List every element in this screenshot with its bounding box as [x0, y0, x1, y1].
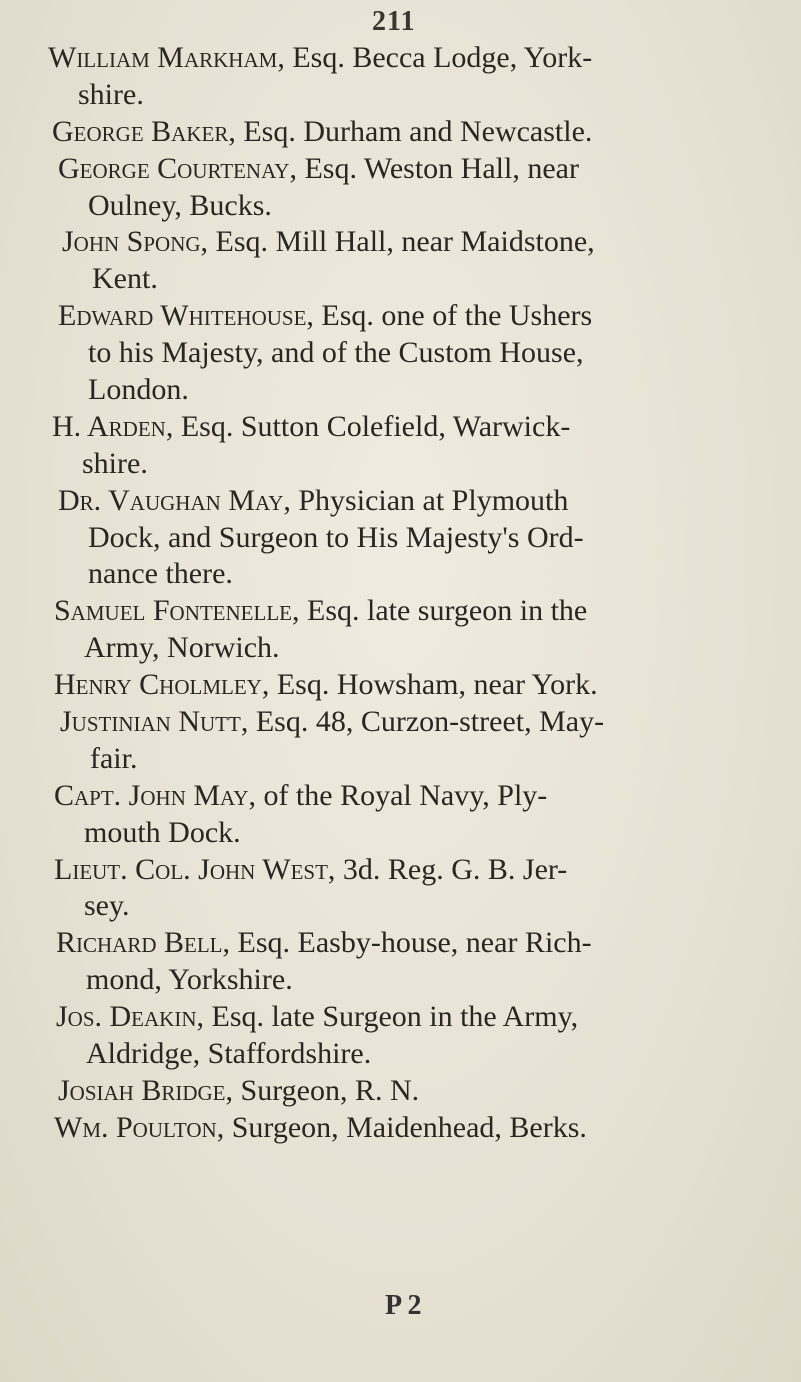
entry-first-line [54, 593, 801, 630]
entry-detail: , 3d. Reg. G. B. Jer- [327, 852, 568, 886]
entry-first-line [48, 40, 801, 77]
entry-detail: , Esq. late surgeon in the [292, 594, 588, 628]
entry-name: Samuel Fontenelle [54, 594, 292, 628]
entry-name: Josiah Bridge [58, 1073, 226, 1107]
entry-detail: , Surgeon, Maidenhead, Berks. [216, 1110, 587, 1144]
entry-detail: , Surgeon, R. N. [225, 1073, 420, 1107]
entry-first-line [54, 667, 801, 704]
entry-name: Dr. Vaughan May [58, 483, 284, 517]
list-entry [0, 224, 801, 298]
entry-name: Henry Cholmley [54, 668, 262, 702]
entry-first-line [60, 704, 801, 741]
entry-continuation: fair. [90, 741, 138, 775]
entry-continuation: Oulney, Bucks. [88, 188, 272, 222]
entry-first-line [54, 852, 801, 889]
list-entry [0, 1073, 801, 1110]
entry-first-line [58, 1073, 801, 1110]
entry-first-line [62, 224, 801, 261]
list-entry [0, 1110, 801, 1147]
entry-first-line [54, 1110, 801, 1147]
entry-continuation: nance there. [88, 557, 233, 591]
entry-name: Edward Whitehouse [58, 299, 307, 333]
list-entry [0, 409, 801, 483]
entry-detail: , Esq. one of the Ushers [306, 299, 593, 333]
entry-name: Jos. Deakin [56, 1000, 197, 1034]
entry-name: William Markham [48, 41, 278, 74]
entry-detail: , Esq. late Surgeon in the Army, [196, 1000, 579, 1034]
list-entry [0, 925, 801, 999]
list-entry [0, 114, 801, 151]
entry-continuation: London. [88, 373, 189, 407]
entry-continuation: Army, Norwich. [84, 631, 280, 665]
page-number: 211 [372, 6, 416, 37]
subscriber-list [0, 40, 801, 1147]
entry-first-line [54, 778, 801, 815]
entry-detail: , of the Royal Navy, Ply- [248, 778, 548, 812]
list-entry [0, 852, 801, 926]
entry-detail: , Esq. Mill Hall, near Maidstone, [200, 225, 595, 259]
list-entry [0, 999, 801, 1073]
entry-detail: , Esq. Weston Hall, near [289, 151, 579, 185]
entry-name: Richard Bell [56, 926, 223, 960]
list-entry [0, 704, 801, 778]
entry-name: Lieut. Col. John West [54, 852, 328, 886]
entry-continuation: shire. [82, 446, 148, 480]
list-entry [0, 593, 801, 667]
entry-name: Justinian Nutt [60, 705, 241, 739]
entry-first-line [52, 114, 801, 151]
entry-name: John Spong [62, 225, 201, 259]
entry-first-line [58, 483, 801, 520]
entry-detail: , Physician at Plymouth [283, 483, 569, 517]
entry-continuation: to his Majesty, and of the Custom House, [88, 336, 584, 370]
entry-name: Wm. Poulton [54, 1110, 217, 1144]
entry-first-line [58, 298, 801, 335]
entry-detail: , Esq. Howsham, near York. [261, 668, 598, 702]
entry-continuation: Aldridge, Staffordshire. [86, 1037, 372, 1071]
list-entry [0, 778, 801, 852]
entry-name: Capt. John May [54, 778, 249, 812]
entry-first-line [56, 999, 801, 1036]
entry-continuation: Kent. [92, 262, 158, 296]
entry-detail: , Esq. Easby-house, near Rich- [222, 926, 592, 960]
entry-continuation: shire. [78, 77, 144, 111]
entry-name: George Courtenay [58, 151, 290, 185]
list-entry [0, 40, 801, 114]
entry-continuation: sey. [84, 889, 130, 923]
entry-continuation: mond, Yorkshire. [86, 963, 293, 997]
entry-detail: , Esq. Sutton Colefield, Warwick- [165, 409, 571, 443]
entry-first-line [56, 925, 801, 962]
signature-mark: P 2 [385, 1290, 422, 1321]
entry-first-line [58, 151, 801, 188]
entry-detail: , Esq. 48, Curzon-street, May- [240, 705, 605, 739]
list-entry [0, 151, 801, 225]
entry-continuation: mouth Dock. [84, 815, 241, 849]
list-entry [0, 667, 801, 704]
entry-detail: , Esq. Durham and Newcastle. [228, 114, 593, 148]
entry-detail: , Esq. Becca Lodge, York- [277, 41, 593, 74]
entry-name: H. Arden [52, 409, 166, 443]
list-entry [0, 298, 801, 409]
entry-name: George Baker [52, 114, 229, 148]
list-entry [0, 483, 801, 594]
entry-first-line [52, 409, 801, 446]
entry-continuation: Dock, and Surgeon to His Majesty's Ord- [88, 520, 584, 554]
